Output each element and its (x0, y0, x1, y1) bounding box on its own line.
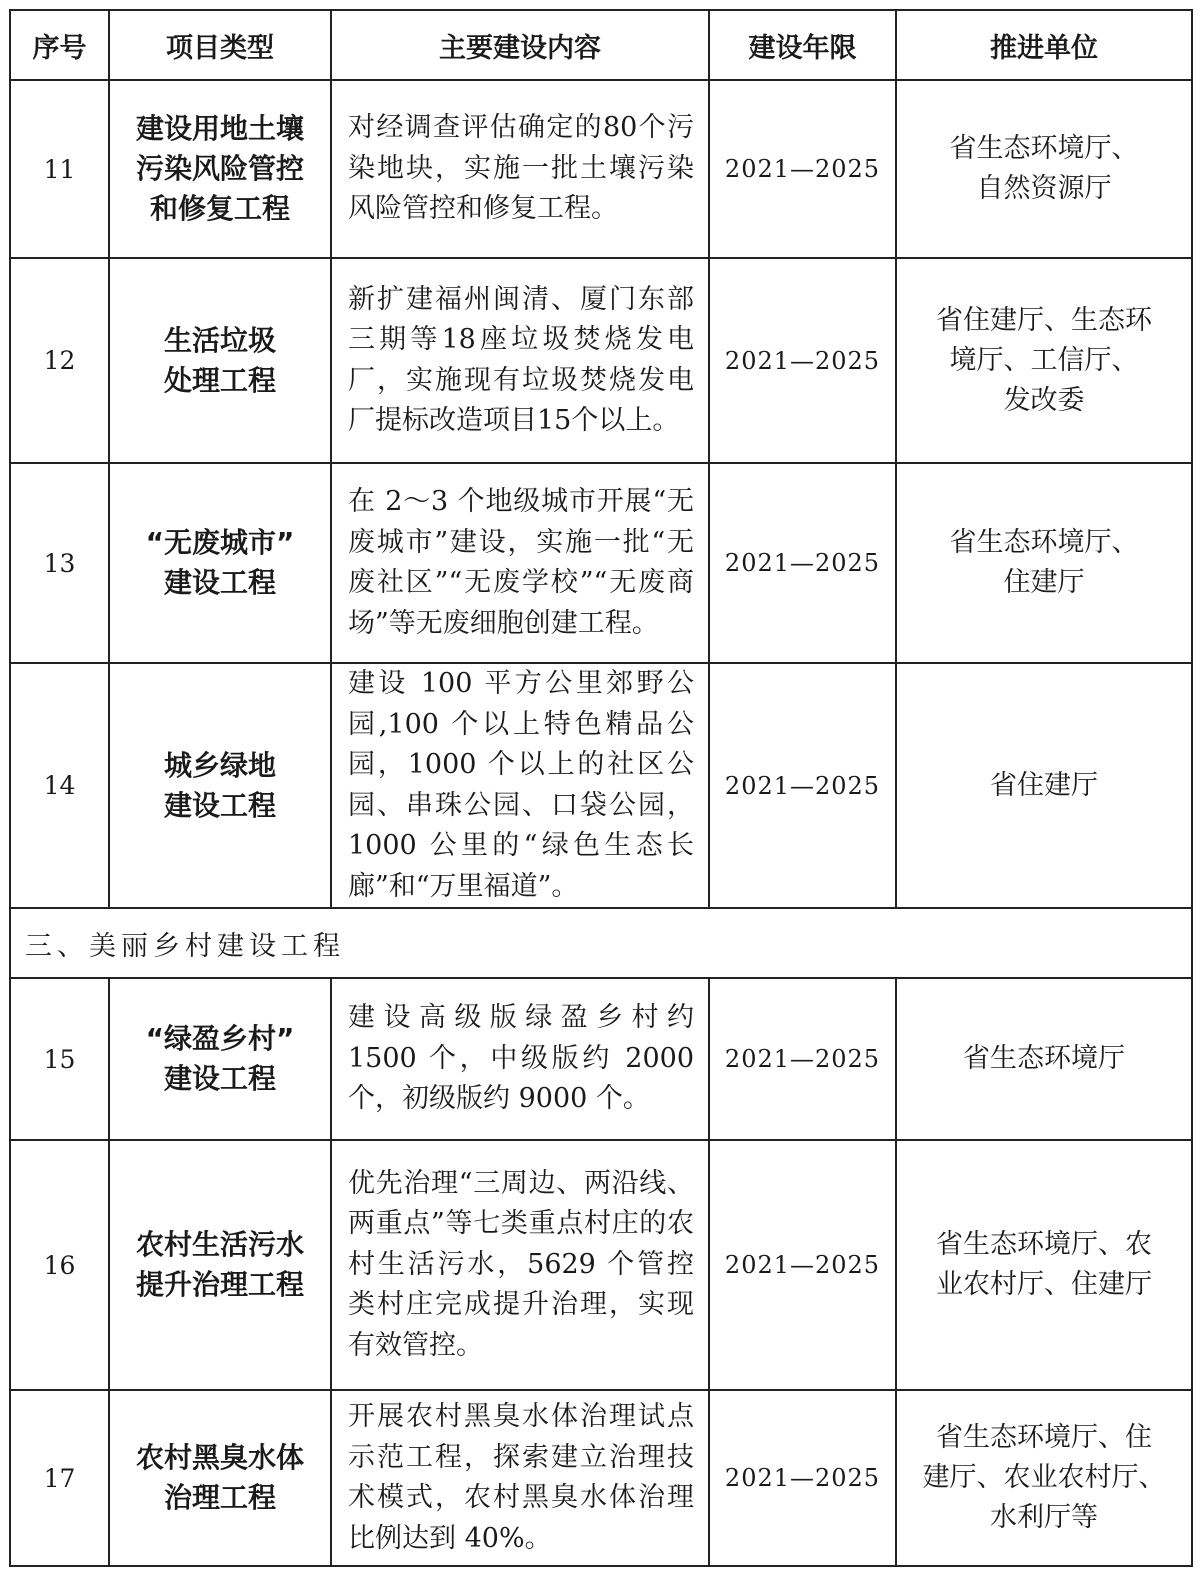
responsible-unit-cell (896, 978, 1192, 1140)
table-row (10, 1390, 1192, 1566)
row-number: 16 (10, 1140, 109, 1390)
responsible-unit-line: 自然资源厅 (976, 173, 1112, 204)
responsible-unit-line: 省生态环境厅 (963, 1043, 1125, 1074)
row-number: 13 (10, 463, 109, 663)
project-type-line: 治理工程 (163, 1481, 276, 1514)
project-type-line: 生活垃圾 (163, 323, 276, 357)
project-type-line: 建设工程 (163, 1062, 276, 1095)
construction-years-cell: 2021—2025 (709, 1140, 896, 1390)
table-row (10, 80, 1192, 258)
construction-years-cell: 2021—2025 (709, 80, 896, 258)
header-project-type: 项目类型 (109, 10, 331, 80)
table-row (10, 463, 1192, 663)
main-content-cell: 新扩建福州闽清、厦门东部三期等18座垃圾焚烧发电厂，实施现有垃圾焚烧发电厂提标改造项目15个以上。 (331, 258, 709, 463)
project-type-cell (109, 80, 331, 258)
row-number: 14 (10, 663, 109, 908)
project-type-line: “无废城市” (145, 526, 295, 559)
responsible-unit-line: 境厅、工信厅、 (949, 344, 1139, 376)
responsible-unit-line: 省住建厅 (990, 769, 1098, 801)
construction-years-cell: 2021—2025 (709, 463, 896, 663)
responsible-unit-line: 住建厅 (1003, 567, 1085, 598)
responsible-unit-cell (896, 80, 1192, 258)
responsible-unit-line: 省生态环境厅、住 (936, 1422, 1152, 1453)
project-type-line: 建设工程 (163, 788, 276, 822)
project-type-line: 处理工程 (163, 363, 276, 397)
construction-years-cell: 2021—2025 (709, 978, 896, 1140)
responsible-unit-line: 省住建厅、生态环 (936, 304, 1152, 336)
project-type-line: 城乡绿地 (163, 748, 276, 782)
table-row (10, 258, 1192, 463)
project-type-line: “绿盈乡村” (145, 1022, 295, 1055)
responsible-unit-cell (896, 663, 1192, 908)
responsible-unit-cell (896, 463, 1192, 663)
main-content-cell: 建设高级版绿盈乡村约 1500 个，中级版约 2000 个，初级版约 9000 个。 (331, 978, 709, 1140)
construction-years-cell: 2021—2025 (709, 1390, 896, 1566)
responsible-unit-line: 发改委 (1003, 384, 1085, 416)
responsible-unit-line: 建厅、农业农村厅、 (922, 1462, 1166, 1493)
row-number: 11 (10, 80, 109, 258)
responsible-unit-line: 水利厅等 (990, 1502, 1098, 1533)
construction-years-cell: 2021—2025 (709, 258, 896, 463)
responsible-unit-line: 省生态环境厅、 (949, 527, 1139, 558)
responsible-unit-cell (896, 258, 1192, 463)
project-type-cell (109, 1390, 331, 1566)
project-type-line: 提升治理工程 (135, 1268, 304, 1301)
project-type-line: 建设用地土壤 (135, 112, 304, 145)
row-number: 17 (10, 1390, 109, 1566)
section-row (10, 908, 1192, 978)
responsible-unit-cell (896, 1140, 1192, 1390)
row-number: 12 (10, 258, 109, 463)
table-row (10, 663, 1192, 908)
header-years: 建设年限 (709, 10, 896, 80)
project-type-line: 和修复工程 (149, 192, 290, 225)
main-content-cell: 优先治理“三周边、两沿线、两重点”等七类重点村庄的农村生活污水，5629 个管控类村庄完成提升治理，实现有效管控。 (331, 1140, 709, 1390)
project-type-line: 农村黑臭水体 (135, 1441, 304, 1474)
responsible-unit-cell (896, 1390, 1192, 1566)
responsible-unit-line: 省生态环境厅、 (949, 133, 1139, 164)
table-row (10, 1140, 1192, 1390)
main-content-cell: 建设 100 平方公里郊野公园,100 个以上特色精品公园，1000 个以上的社区公园、串珠公园、口袋公园，1000 公里的“绿色生态长廊”和“万里福道”。 (331, 663, 709, 908)
project-type-cell (109, 463, 331, 663)
project-type-cell (109, 258, 331, 463)
responsible-unit-line: 省生态环境厅、农 (936, 1229, 1152, 1260)
main-content-cell: 在 2～3 个地级城市开展“无废城市”建设，实施一批“无废社区”“无废学校”“无废商场”等无废细胞创建工程。 (331, 463, 709, 663)
project-type-line: 建设工程 (163, 566, 276, 599)
main-content-cell: 开展农村黑臭水体治理试点示范工程，探索建立治理技术模式，农村黑臭水体治理比例达到 40%。 (331, 1390, 709, 1566)
project-type-cell (109, 978, 331, 1140)
projects-table (9, 9, 1193, 1567)
table-header-row (10, 10, 1192, 80)
construction-years-cell: 2021—2025 (709, 663, 896, 908)
project-type-line: 污染风险管控 (135, 152, 304, 185)
header-number: 序号 (10, 10, 109, 80)
project-type-cell (109, 663, 331, 908)
project-type-line: 农村生活污水 (135, 1228, 304, 1261)
table-row (10, 978, 1192, 1140)
project-type-cell (109, 1140, 331, 1390)
header-responsible-unit: 推进单位 (896, 10, 1192, 80)
row-number: 15 (10, 978, 109, 1140)
header-main-content: 主要建设内容 (331, 10, 709, 80)
responsible-unit-line: 业农村厅、住建厅 (936, 1269, 1152, 1300)
section-title: 三、美丽乡村建设工程 (10, 908, 1192, 978)
main-content-cell: 对经调查评估确定的80个污染地块，实施一批土壤污染风险管控和修复工程。 (331, 80, 709, 258)
